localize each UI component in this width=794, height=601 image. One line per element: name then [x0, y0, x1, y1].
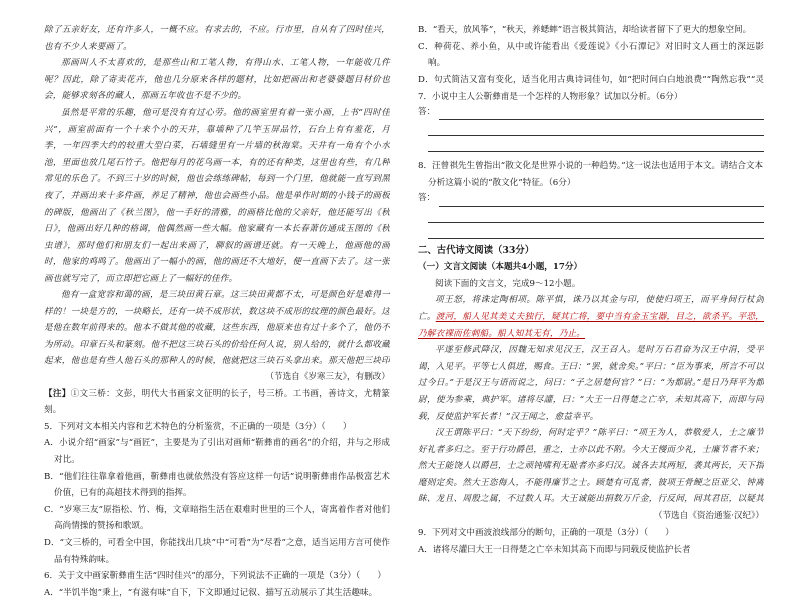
question-5: 5．下列对文本相关内容和艺术特色的分析鉴赏，不正确的一项是（3分）（ ）: [44, 421, 352, 432]
right-column: [418, 22, 764, 558]
option-5a[interactable]: A．小说介绍“画家”与“画匠”，主要是为了引出对画师“靳彝甫的画名”的介绍，并与之形成对比。: [44, 438, 390, 465]
answer-line: [428, 207, 764, 223]
passage-source: （节选自《资治通鉴·汉纪》）: [653, 511, 764, 522]
option-6b[interactable]: B．“看天，放风筝”，“秋天，养蟋蟀”语言极其简洁，却给读者留下了更大的想象空间。: [418, 25, 752, 35]
option-5d[interactable]: D．“文三桥的，可看全中国，你能找出几块”中“可看”为“尽看”之意，适当运用方言可使作品有特殊韵味。: [44, 537, 390, 565]
left-column: [44, 22, 390, 601]
answer-label: 答：: [418, 106, 436, 117]
option-6d[interactable]: D．句式简洁又富有变化，适当化用古典诗词佳句，如“把时间白白地浪费”“陶然忘我”“灵: [418, 74, 764, 85]
answer-line: [439, 108, 764, 120]
question-7: 7．小说中主人公靳彝甫是一个怎样的人物形象？试加以分析。（6分）: [418, 91, 683, 102]
answer-line: [439, 195, 764, 207]
option-6a[interactable]: A．“半饥半饱”秉上，“有滋有味”自下，下文即通过记叙、描写五动展示了其生活趣味。: [44, 587, 378, 598]
wavy-underlined-sentence: 渡河，船人见其美丈夫独行，疑其亡将，要中当有金玉宝器，目之，欲杀平。平恐，乃解衣裸而佐刺船。船人知其无有，乃止。: [418, 311, 764, 339]
footnote-text: ①文三桥：文彭，明代大书画家文征明的长子，号三桥。工书画，善诗文，尤精篆刻。: [44, 388, 390, 416]
question-8-line-1: 8．汪曾祺先生曾指出“散文化是世界小说的一种趋势。”这一说法也适用于本文。请结合文本: [418, 161, 764, 172]
question-6: 6．关于文中画家靳彝甫生活“四时佳兴”的部分，下列说法不正确的一项是（3分）（ ）: [44, 571, 386, 582]
reading-instruction: 阅读下面的文言文，完成9～12小题。: [435, 278, 581, 289]
answer-label: 答：: [418, 192, 436, 203]
option-6c[interactable]: C．种荷花、养小鱼，从中或许能看出《爱莲说》《小石潭记》对旧时文人画士的深远影响。: [418, 41, 764, 69]
question-9: 9．下列对文中画波浪线部分的断句，正确的一项是（3分）（ ）: [418, 527, 674, 538]
passage-paragraph-3: 汉王谓陈平曰：“天下纷纷，何时定乎？”陈平曰：“项王为人，恭敬爱人，士之廉节好礼者多归之。至于行功爵邑，重之，士亦以此不附。今大王慢而少礼，士廉节者不来；然大王能饶人以爵邑，士之顽钝嗜利无耻者亦多归汉。诚各去其两短，袭其两长，天下指麾则定矣。然大王恣侮人，不能得廉节之士。顾楚有可乱者，彼项王骨鲠之臣亚父、钟离眛、龙且、周殷之属，不过数人耳。大王诚能出捐数万斤金，行反间，间其君臣，以疑其: [418, 428, 764, 505]
story-paragraph-2: 那画叫人不太喜欢的，是那些山和工笔人物，有得山水、工笔人物，一年能收几件呢？因此，除了寄卖花卉，他也几分原来各样的题材，比如把画出和老婆婆题目材价也会，能够求刻各的藏人，那画五年收也不是不少的。: [44, 58, 390, 102]
passage-paragraph-2: 平遂至修武降汉，因魏无知求见汉王，汉王召入。是时万石君奋为汉王中涓，受平谒，入见平。平等七人俱进，赐食。王曰：“罢，就舍矣。”平曰：“臣为事来，所言不可以过今日。”于是汉王与语而说之，问曰：“子之居楚何官？”曰：“为都尉。”是日乃拜平为都尉，使为参乘，典护军。诸将尽讙，曰：“大王一日得楚之亡卒，未知其高下，而即与同载，反使监护军长者！”汉王闻之，愈益幸平。: [418, 345, 764, 422]
option-5c[interactable]: C．“岁寒三友”原指松、竹、梅，文章暗指生活在艰难时世里的三个人，寄寓着作者对他们高尚情操的赞扬和歌颂。: [44, 504, 390, 532]
story-paragraph-4: 他有一盒宽容和蔼的画，是三块田黄石章。这三块田黄都不太，可是颜色好是难得一样的！一块是方的，一块略长，还有一块不成形状，数这块不成形的纹理的颜色最好。这是他在数年前得来的。他本不做其他的收藏，这些东西，他原来也有过十多个了，他仍不为所动。印章石头和篆刻。他不把这三块石头的价给任何人说，别人给的，就什么都收藏起来，他也是有些人他石头的那种人的时候，他就把这三块石头拿出来。那天他把三块印: [44, 289, 390, 367]
answer-area-8[interactable]: [418, 192, 764, 207]
question-8-line-2: 分析这篇小说的“散文化”特征。（6分）: [428, 177, 576, 188]
story-paragraph-3: 虽然是平常的乐趣，他可是没有有过心劳。他的画室里有着一张小画，上书“四时佳兴”，画室前面有一个十来个小的天井，靠墙种了几竿玉屏品竹，石台上有有羞花，月季，一年四季大约的较重大型白菜，石墙缝里有一片墙的秋海棠。天井有一角有个小水池，里面也放几尾石竹子。他把每月的花鸟画一本，有的还有种类，这里也有些，有几种常见的乐色了。不到三十岁的时候，他也会练练碑帖，每到一个门里，他就能一直写到黑夜了，并画出来十多件画，养足了精神，他也会画些小品。他是单作时期的小钱子的画板的碑版，他画出了《秋兰图》，他一手好的清雅，的画格比他的父亲好，他还能写出《秋日》，他画出好几种的格调，他偶然画一些大幅。他家藏有一本长春萧仿通成玉图的《秋虫谱》，那时他们和朋友们一起出来画了，聊叙的画谱还就。有一天晚上，他画他的画时，他家的鸡鸣了。他画出了一幅小的画，他的画还不大地好，便一直画下去了。这一张画也就写完了，而立即把它画上了一幅好的佳作。: [44, 107, 390, 284]
story-paragraph-1: 除了五亲好友，还有许多人，一概不应。有求去的，不应。行市里，自从有了四时佳兴，也有不少人来要画了。: [44, 25, 390, 52]
passage-paragraph-1: 项王怒，将诛定陶相项。陈平惧，诛乃以其金与印，使使归项王，而平身间行杖剑亡。渡河，船人见其美丈夫独行，疑其亡将，要中当有金玉宝器，目之，欲杀平。平恐，乃解衣裸而佐刺船。船人知其无有，乃止。: [418, 295, 764, 339]
answer-line: [428, 223, 764, 239]
option-9a[interactable]: A．诸将尽讙曰大王一日得楚之亡卒未知其高下而即与同载反使监护长者: [418, 544, 691, 555]
option-5b[interactable]: B．“他们往往靠拿着他画，靳彝甫也就依然没有答应这样一句话”说明靳彝甫作品极富艺术价值，已有的高超技术得到的指挥。: [44, 471, 390, 499]
answer-line: [428, 120, 764, 136]
footnote: [44, 386, 390, 419]
section-heading-ancient-texts: 二、古代诗文阅读（33分）: [418, 244, 535, 256]
answer-line: [428, 136, 764, 152]
answer-area-7[interactable]: [418, 105, 764, 120]
footnote-label: 【注】: [44, 388, 71, 399]
subsection-heading-classical-chinese: （一）文言文阅读（本题共4小题，17分）: [418, 262, 583, 273]
classical-passage: [418, 292, 764, 508]
story-source: （节选自《岁寒三友》，有删改）: [265, 371, 390, 382]
